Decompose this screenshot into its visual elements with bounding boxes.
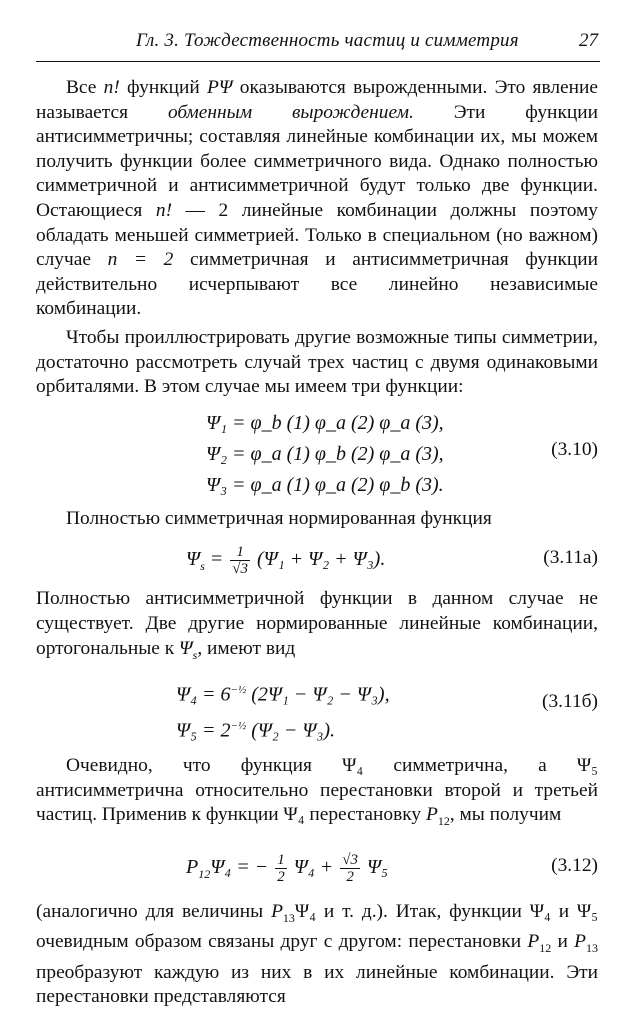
math: Ψ₅ [361,855,388,878]
text: Полностью антисимметричной функции в данном случае не существует. Две другие нормированные линейные комбинации, ортогональные к [36,588,598,659]
text: Все [66,77,104,98]
text: симметричная и антисимметричная функции действительно исчерпывают все линейно независимые комбинации. [36,249,598,320]
paragraph-2: Чтобы проиллюстрировать другие возможные типы симметрии, достаточно рассмотреть случай трех частиц с двумя одинаковыми орбиталями. В этом случае мы имеем три функции: [36,326,598,398]
term-emphasis: обменным вырождением. [167,101,414,123]
math-sub: 13 [586,941,598,956]
math-sub: 12 [437,814,450,829]
text: , имеют вид [197,637,296,659]
equation-number: (3.10) [551,438,598,460]
text: Эти функции антисимметричны; составляя линейные комбинации их, мы можем получить функции более симметричного вида. Однако полностью симметричной и антисимметричной будут только две функции. Остающиеся [36,101,598,221]
text: и [551,931,575,953]
math: P [425,804,438,826]
paragraph-1 [36,76,598,322]
fraction-numerator: 1 [230,544,250,561]
equation-line: Ψ₃ = φ_a (1) φ_a (2) φ_b (3). [206,473,444,496]
math-sub: s [200,559,205,574]
equation-line [176,711,598,747]
equation-3-12 [36,842,598,892]
math-sub: s [192,647,198,662]
page-number: 27 [579,30,598,51]
math: (2Ψ₁ − Ψ₂ − Ψ₃), [246,683,390,706]
math: n = 2 [107,249,174,271]
fraction-numerator: 1 [277,851,285,868]
math: Ψ₅ = 2 [176,719,231,742]
math: n! [103,77,120,98]
fraction-denominator: √3 [232,561,248,578]
text: Ψ₄ и т. д.). Итак, функции Ψ₄ и Ψ₅ очевидным образом связаны друг с другом: перестановки [36,900,599,953]
math-sub: 12 [198,866,211,881]
equation-3-10 [36,408,598,501]
equation-3-11b [36,675,598,746]
math: (Ψ₁ + Ψ₂ + Ψ₃). [251,548,386,571]
text: преобразуют каждую из них в их линейные комбинации. Эти перестановки представляются [36,961,598,1008]
math-exponent: −½ [230,719,247,732]
text: Очевидно, что функция Ψ₄ симметрична, а Ψ₅ антисимметрична относительно перестановки второй и третьей частиц. Применив к функции Ψ₄ перестановку [36,755,598,826]
math: = [204,548,229,571]
text: функций [119,77,208,98]
math: (Ψ₂ − Ψ₃). [246,719,336,742]
page-body [36,76,598,1010]
math: P [271,900,283,922]
math: Ψ₄ = − [210,855,274,878]
paragraph-5 [36,754,598,834]
math: Ψ [186,548,201,571]
fraction [230,544,250,577]
text: оказываются вырожденными. Это явление называется [36,77,599,123]
math: Ψ₄ = 6 [176,683,231,706]
equation-number: (3.11а) [543,547,598,569]
math-sub: 12 [539,941,552,956]
math: P [186,855,199,878]
math-sub: 13 [282,910,295,925]
math: Ψ₄ + [288,855,339,878]
text: — 2 линейные комбинации должны поэтому обладать меньшей симметрией. Только в специальном (но важном) случае [36,199,599,271]
equation-number: (3.11б) [542,690,598,712]
math: Ψ [179,637,193,659]
fraction [340,852,360,885]
math: PΨ [207,77,233,98]
paragraph-3: Полностью симметричная нормированная функция [66,507,492,529]
fraction-numerator: √3 [342,851,358,868]
equation-number: (3.12) [551,854,598,876]
running-header: Гл. 3. Тождественность частиц и симметрия [136,30,519,51]
equation-line [176,675,598,711]
math-exponent: −½ [230,683,247,696]
math: n! [155,199,173,221]
equation-3-11a [36,537,598,581]
equation-line: Ψ₂ = φ_a (1) φ_b (2) φ_a (3), [206,442,444,465]
text: (аналогично для величины [36,900,272,922]
header-rule [36,61,600,62]
paragraph-4 [36,587,598,667]
math: P [574,931,586,953]
equation-line: Ψ₁ = φ_b (1) φ_a (2) φ_a (3), [206,411,444,434]
fraction-denominator: 2 [277,868,285,885]
fraction-denominator: 2 [346,868,354,885]
paragraph-6 [36,900,598,1010]
fraction [275,852,287,885]
text: , мы получим [449,804,562,826]
math: P [527,931,540,953]
